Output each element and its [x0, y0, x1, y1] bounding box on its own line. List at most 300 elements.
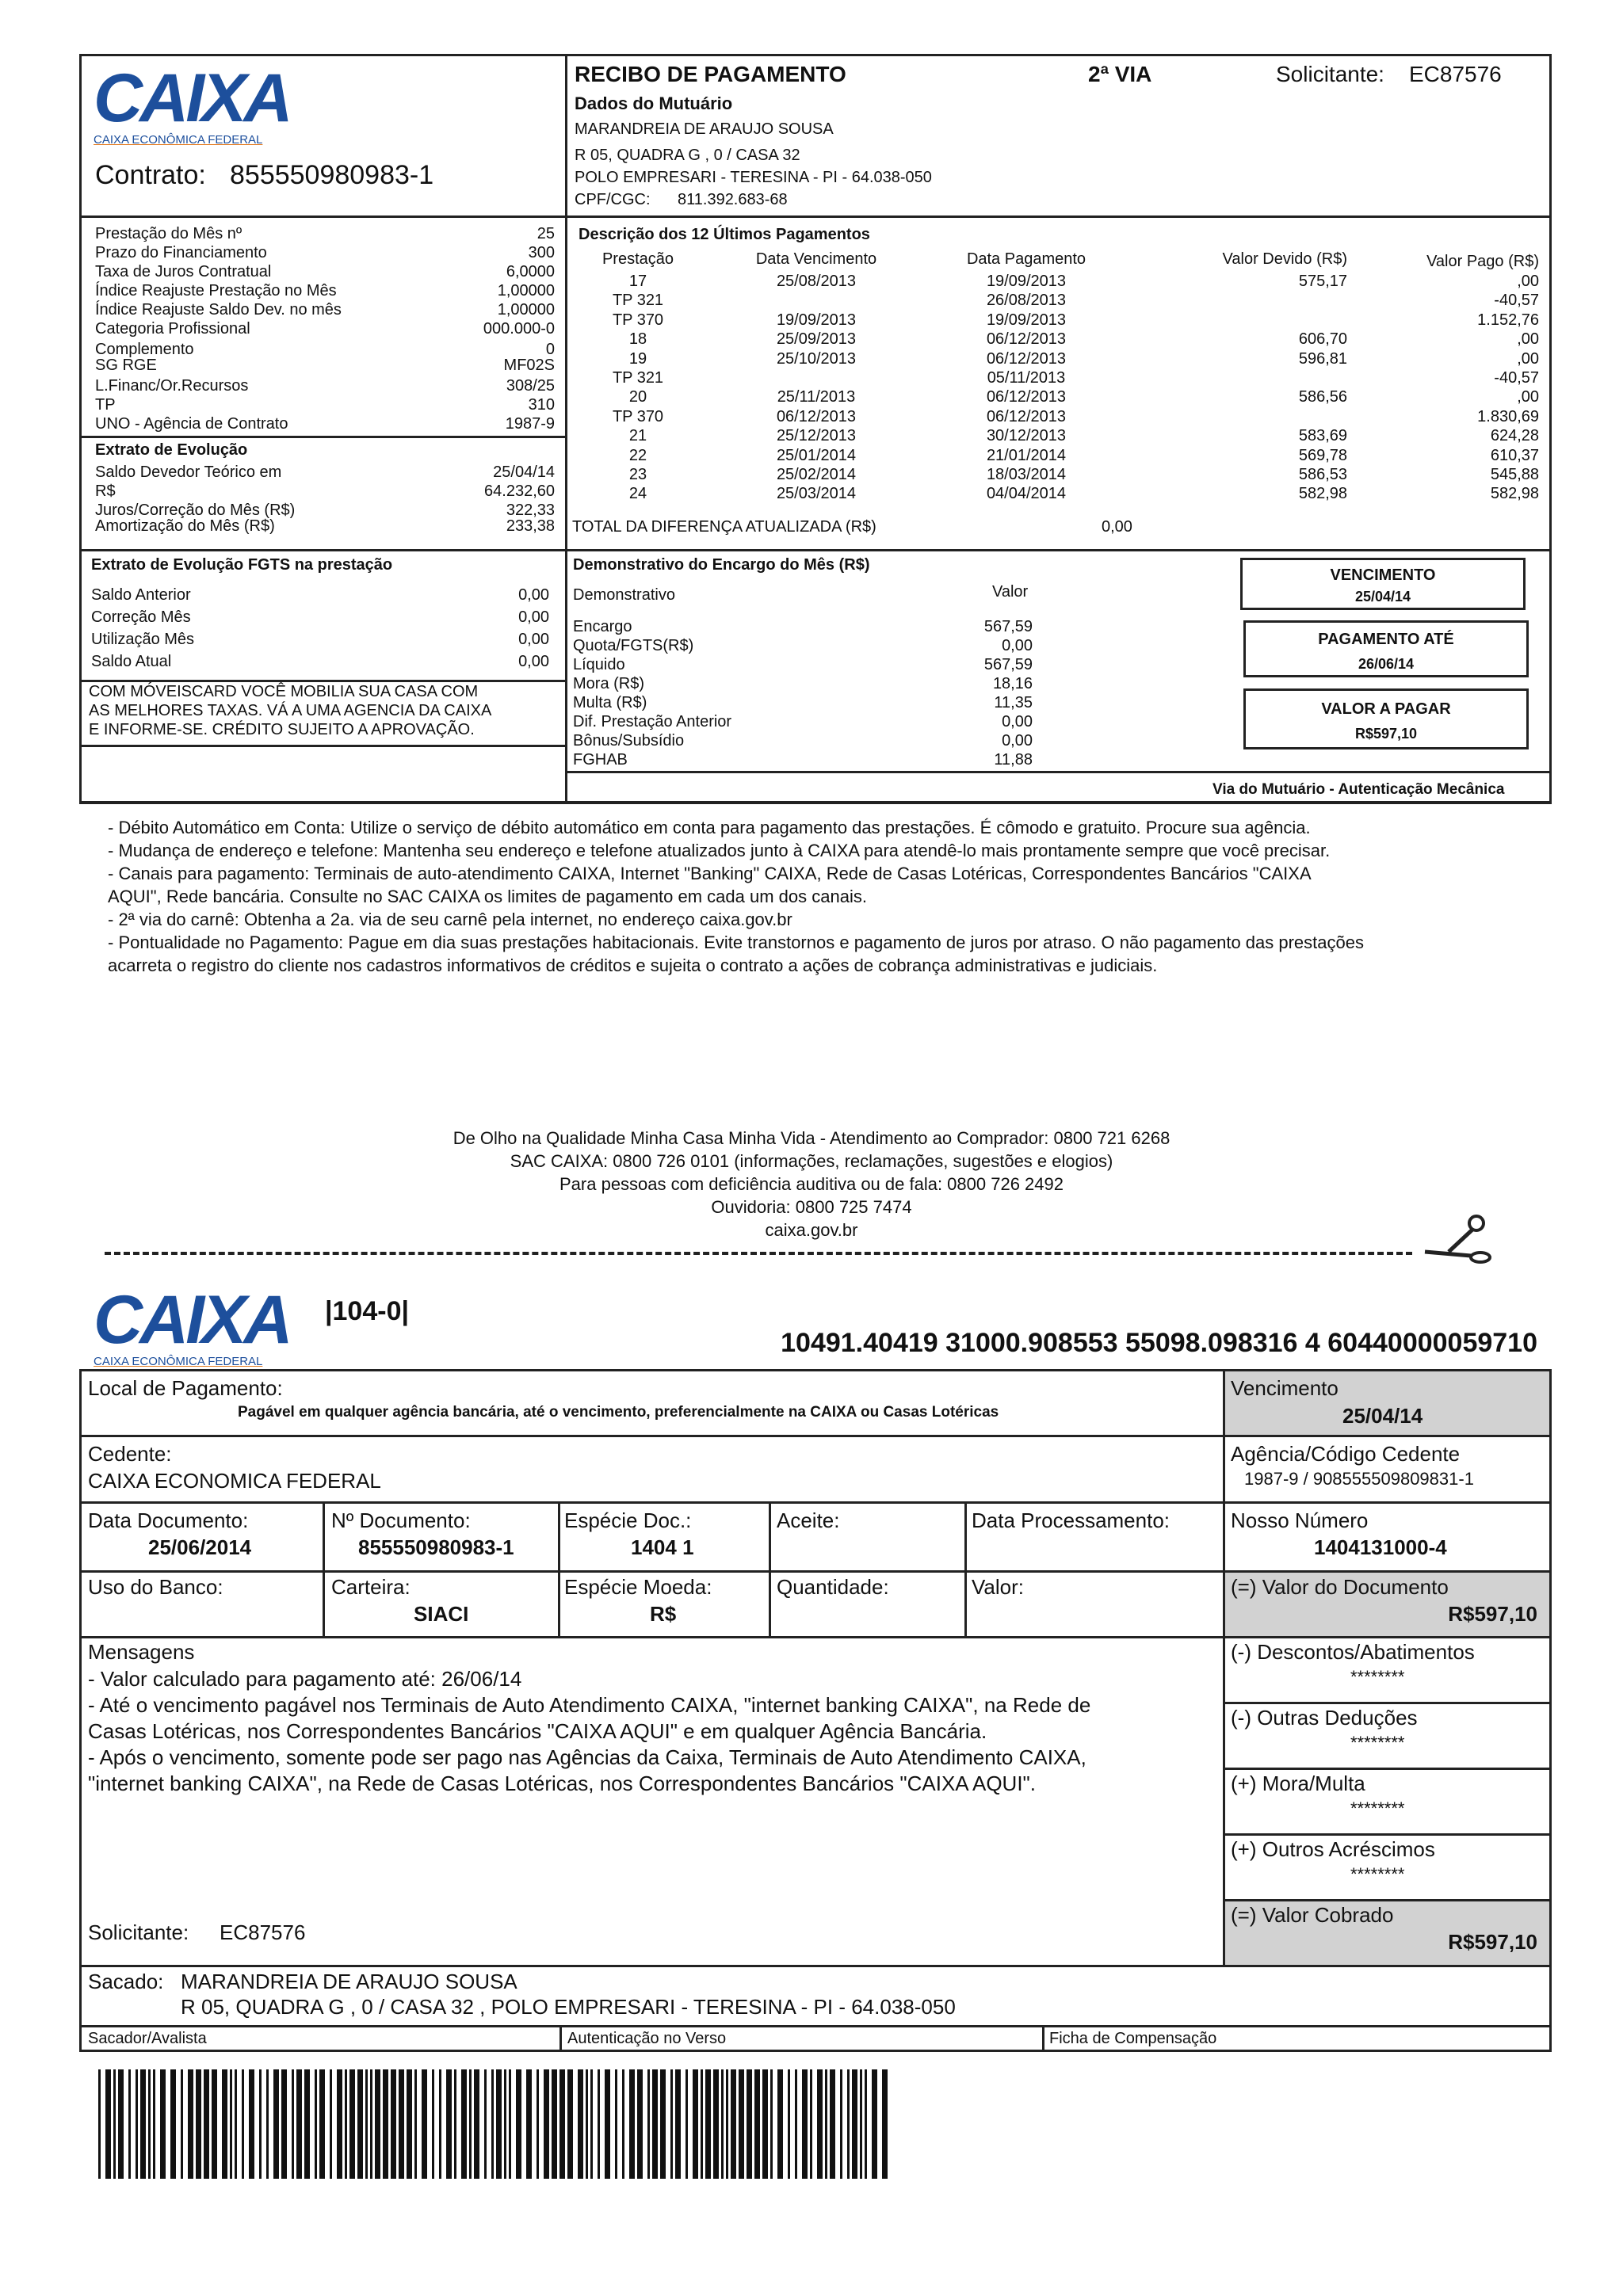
barcode-bar	[461, 2069, 467, 2179]
barcode-bar	[337, 2069, 342, 2179]
info-value: 1,00000	[497, 282, 555, 299]
sacador-label: Sacador/Avalista	[88, 2030, 207, 2047]
barcode-bar	[484, 2069, 487, 2179]
payment-cell: 22	[628, 446, 647, 464]
encargo-value: 0,00	[1002, 732, 1033, 749]
fgts-value: 0,00	[518, 608, 549, 626]
info-label: UNO - Agência de Contrato	[95, 415, 288, 433]
mensagem-line: Casas Lotéricas, nos Correspondentes Bancários "CAIXA AQUI" e em qualquer Agência Bancária.	[88, 1719, 987, 1743]
mutuario-address-1: R 05, QUADRA G , 0 / CASA 32	[575, 147, 800, 164]
contact-line: Para pessoas com deficiência auditiva ou de fala: 0800 726 2492	[559, 1174, 1064, 1194]
barcode-bar	[357, 2069, 363, 2179]
cpf-value: 811.392.683-68	[678, 191, 788, 208]
payment-cell: 04/04/2014	[986, 485, 1067, 503]
payment-cell: 23	[628, 466, 647, 483]
payment-cell: 26/08/2013	[986, 292, 1067, 310]
payment-cell: -40,57	[1494, 369, 1539, 387]
barcode-bar	[370, 2069, 372, 2179]
sacado-label: Sacado:	[88, 1970, 164, 1993]
payment-cell: 586,56	[1298, 388, 1347, 406]
info-value: 300	[528, 244, 555, 261]
divider	[1223, 1702, 1552, 1704]
pagamento-value: 26/06/14	[1358, 656, 1415, 672]
payments-title: Descrição dos 12 Últimos Pagamentos	[579, 226, 870, 243]
info-value: MF02S	[503, 357, 555, 374]
payments-table	[571, 250, 1541, 512]
payment-cell: 1.830,69	[1477, 407, 1539, 425]
valor-pagar-box	[1243, 688, 1529, 749]
info-value: 1,00000	[497, 301, 555, 318]
notice-line: AQUI", Rede bancária. Consulte no SAC CAIXA os limites de pagamento em cada um dos canais.	[108, 887, 867, 906]
barcode-bar	[474, 2069, 479, 2179]
info-label: Complemento	[95, 341, 194, 358]
barcode-bar	[375, 2069, 380, 2179]
barcode-bar	[345, 2069, 347, 2179]
payment-cell: 06/12/2013	[986, 407, 1067, 425]
barcode-bar	[105, 2069, 111, 2179]
extrato-value: 233,38	[506, 517, 555, 535]
fgts-value: 0,00	[518, 586, 549, 604]
barcode-bar	[292, 2069, 294, 2179]
payment-cell: TP 321	[612, 369, 664, 387]
encargo-col-value: Valor	[992, 583, 1029, 601]
payment-cell: 582,98	[1490, 485, 1539, 503]
barcode-bar	[675, 2069, 681, 2179]
payment-cell: 610,37	[1490, 446, 1539, 464]
barcode-bar	[590, 2069, 593, 2179]
barcode-bar	[754, 2069, 760, 2179]
barcode-bar	[598, 2069, 600, 2179]
data-doc-value: 25/06/2014	[148, 1535, 252, 1559]
divider	[1042, 2025, 1044, 2052]
barcode-bar	[721, 2069, 724, 2179]
extrato-label: Saldo Devedor Teórico em	[95, 463, 282, 481]
payment-cell: 19/09/2013	[986, 273, 1067, 290]
extrato-value: 322,33	[506, 502, 555, 519]
scissors-icon	[1417, 1212, 1496, 1268]
barcode-bar	[713, 2069, 719, 2179]
mutuario-name: MARANDREIA DE ARAUJO SOUSA	[575, 120, 834, 138]
barcode-bar	[652, 2069, 658, 2179]
barcode-bar	[762, 2069, 768, 2179]
divider	[79, 1636, 1552, 1638]
info-value: 308/25	[506, 377, 555, 395]
divider	[79, 680, 565, 682]
barcode-bar	[128, 2069, 131, 2179]
valor-doc-label: (=) Valor do Documento	[1231, 1575, 1449, 1599]
barcode-bar	[731, 2069, 736, 2179]
mutuario-address-2: POLO EMPRESARI - TERESINA - PI - 64.038-050	[575, 169, 932, 186]
divider	[1223, 1899, 1552, 1901]
barcode-bar	[407, 2069, 412, 2179]
cpf-label: CPF/CGC:	[575, 191, 651, 208]
encargo-value: 11,88	[994, 751, 1033, 769]
bank-code: |104-0|	[325, 1296, 409, 1326]
barcode-bar	[153, 2069, 155, 2179]
barcode-bar	[670, 2069, 673, 2179]
barcode-bar	[249, 2069, 254, 2179]
divider	[769, 1501, 771, 1636]
barcode-bar	[629, 2069, 635, 2179]
num-doc-label: Nº Documento:	[331, 1508, 471, 1532]
vencimento-box	[1240, 558, 1526, 610]
divider	[79, 802, 1552, 803]
divider	[558, 1501, 560, 1636]
payment-cell: 30/12/2013	[986, 427, 1067, 445]
encargo-label: Multa (R$)	[573, 694, 647, 711]
barcode-bar	[230, 2069, 232, 2179]
info-label: Prazo do Financiamento	[95, 244, 267, 261]
divider	[323, 1501, 325, 1636]
payment-cell: ,00	[1517, 330, 1539, 349]
solicitante-value: EC87576	[220, 1920, 306, 1944]
acrescimos-value: ********	[1350, 1864, 1405, 1884]
info-label: Índice Reajuste Prestação no Mês	[95, 282, 337, 299]
barcode-bar	[777, 2069, 783, 2179]
barcode-bar	[825, 2069, 827, 2179]
payment-cell: 19/09/2013	[986, 311, 1067, 329]
barcode-bar	[802, 2069, 808, 2179]
extrato-value: 64.232,60	[484, 482, 555, 500]
payment-cell: ,00	[1517, 388, 1539, 406]
vencimento-value: 25/04/14	[1342, 1404, 1423, 1428]
descontos-value: ********	[1350, 1667, 1405, 1687]
barcode-bar	[526, 2069, 532, 2179]
caixa-logo: CAIXA CAIXA ECONÔMICA FEDERAL	[94, 1282, 290, 1368]
divider	[565, 771, 1552, 773]
payment-cell: 06/12/2013	[986, 388, 1067, 406]
payment-cell: 575,17	[1298, 273, 1347, 290]
barcode-bar	[330, 2069, 332, 2179]
valor-pagar-label: VALOR A PAGAR	[1321, 700, 1451, 718]
contrato-value: 855550980983-1	[230, 160, 434, 190]
payment-cell: 596,81	[1298, 349, 1347, 368]
payment-cell: 25/09/2013	[776, 330, 857, 349]
extrato-label: R$	[95, 482, 116, 500]
vencimento-label: Vencimento	[1231, 1376, 1338, 1400]
payment-cell: ,00	[1517, 273, 1539, 290]
carteira-label: Carteira:	[331, 1575, 411, 1599]
payment-cell: 545,88	[1490, 466, 1539, 483]
barcode-bar	[266, 2069, 269, 2179]
barcode-bar	[446, 2069, 452, 2179]
barcode-bar	[222, 2069, 227, 2179]
mora-label: (+) Mora/Multa	[1231, 1772, 1365, 1795]
valor-doc-value: R$597,10	[1448, 1602, 1537, 1626]
total-label: TOTAL DA DIFERENÇA ATUALIZADA (R$)	[572, 518, 876, 536]
barcode-bar	[660, 2069, 666, 2179]
encargo-label: Dif. Prestação Anterior	[573, 713, 732, 730]
acrescimos-label: (+) Outros Acréscimos	[1231, 1837, 1435, 1861]
payment-cell: 06/12/2013	[776, 407, 857, 425]
col-header: Data Vencimento	[755, 250, 877, 268]
info-label: Taxa de Juros Contratual	[95, 263, 272, 280]
carteira-value: SIACI	[414, 1602, 469, 1626]
payment-cell: 25/08/2013	[776, 273, 857, 290]
payment-cell: 25/01/2014	[776, 446, 857, 464]
nosso-num-value: 1404131000-4	[1314, 1535, 1447, 1559]
sacado-name: MARANDREIA DE ARAUJO SOUSA	[181, 1970, 517, 1993]
extrato-label: Amortização do Mês (R$)	[95, 517, 275, 535]
solicitante-label: Solicitante:	[88, 1920, 189, 1944]
col-header: Data Pagamento	[966, 250, 1086, 268]
col-header: Prestação	[601, 250, 674, 268]
payment-cell: 1.152,76	[1477, 311, 1539, 329]
barcode-bar	[196, 2069, 201, 2179]
contact-line: SAC CAIXA: 0800 726 0101 (informações, reclamações, sugestões e elogios)	[510, 1151, 1113, 1171]
divider	[79, 436, 565, 438]
cut-line	[105, 1252, 1412, 1255]
barcode-bar	[160, 2069, 166, 2179]
pagamento-box	[1243, 620, 1529, 677]
outras-deducoes-label: (-) Outras Deduções	[1231, 1706, 1418, 1730]
mensagens-label: Mensagens	[88, 1640, 195, 1664]
aceite-label: Aceite:	[777, 1508, 840, 1532]
fgts-label: Saldo Anterior	[91, 586, 191, 604]
payment-cell: 624,28	[1490, 427, 1539, 445]
info-label: L.Financ/Or.Recursos	[95, 377, 249, 395]
barcode-bar	[726, 2069, 728, 2179]
barcode-bar	[622, 2069, 624, 2179]
agencia-value: 1987-9 / 908555509809831-1	[1244, 1469, 1474, 1489]
barcode-bar	[259, 2069, 262, 2179]
divider	[79, 549, 1552, 551]
barcode-bar	[637, 2069, 643, 2179]
agencia-label: Agência/Código Cedente	[1231, 1442, 1461, 1466]
especie-doc-value: 1404 1	[631, 1535, 694, 1559]
nosso-num-label: Nosso Número	[1231, 1508, 1369, 1532]
barcode-bar	[586, 2069, 588, 2179]
divider	[79, 2025, 1552, 2027]
encargo-value: 567,59	[983, 618, 1033, 635]
barcode-bar	[469, 2069, 472, 2179]
barcode-bar	[872, 2069, 877, 2179]
barcode-bar	[140, 2069, 146, 2179]
barcode-bar	[136, 2069, 138, 2179]
barcode-bar	[552, 2069, 557, 2179]
fgts-value: 0,00	[518, 631, 549, 648]
payment-cell: ,00	[1517, 349, 1539, 368]
barcode-bar	[439, 2069, 441, 2179]
especie-moeda-label: Espécie Moeda:	[564, 1575, 712, 1599]
divider	[565, 54, 567, 803]
payment-cell: 569,78	[1298, 446, 1347, 464]
fgts-label: Saldo Atual	[91, 653, 172, 670]
barcode-bar	[422, 2069, 427, 2179]
divider	[79, 745, 565, 747]
sacado-address: R 05, QUADRA G , 0 / CASA 32 , POLO EMPRESARI - TERESINA - PI - 64.038-050	[181, 1995, 956, 2019]
data-proc-label: Data Processamento:	[972, 1508, 1170, 1532]
barcode-bar	[852, 2069, 857, 2179]
mensagem-line: "internet banking CAIXA", na Rede de Casas Lotéricas, nos Correspondentes Bancários "CAIXA AQUI".	[88, 1772, 1036, 1795]
barcode-bar	[860, 2069, 862, 2179]
encargo-label: Encargo	[573, 618, 632, 635]
info-label: SG RGE	[95, 357, 157, 374]
divider	[964, 1501, 967, 1636]
num-doc-value: 855550980983-1	[358, 1535, 514, 1559]
divider	[1223, 1833, 1552, 1836]
payment-cell: TP 321	[612, 292, 664, 310]
col-header: Valor Devido (R$)	[1222, 250, 1347, 268]
payment-cell: 21	[628, 427, 647, 445]
barcode-bar	[788, 2069, 790, 2179]
barcode-bar	[281, 2069, 287, 2179]
divider	[79, 1501, 1552, 1504]
info-value: 0	[545, 341, 555, 358]
payment-cell: 25/11/2013	[777, 388, 856, 406]
divider	[1223, 1768, 1552, 1770]
barcode-bar	[432, 2069, 434, 2179]
barcode-bar	[578, 2069, 583, 2179]
barcode-bar	[204, 2069, 209, 2179]
barcode-bar	[830, 2069, 835, 2179]
notice-line: - Pontualidade no Pagamento: Pague em dia suas prestações habitacionais. Evite transtornos e pagamento de juros por atraso. O não pagamento das prestações	[108, 933, 1364, 952]
payment-cell: 06/12/2013	[986, 330, 1067, 349]
barcode-bar	[304, 2069, 310, 2179]
extrato-value: 25/04/14	[493, 463, 555, 481]
payment-cell: 24	[628, 485, 647, 503]
promo-line: COM MÓVEISCARD VOCÊ MOBILIA SUA CASA COM	[89, 683, 479, 700]
info-value: 000.000-0	[483, 320, 555, 338]
contact-line: Ouvidoria: 0800 725 7474	[711, 1197, 912, 1217]
cedente-label: Cedente:	[88, 1442, 172, 1466]
extrato-label: Juros/Correção do Mês (R$)	[95, 502, 296, 519]
barcode-bar	[118, 2069, 124, 2179]
barcode-bar	[559, 2069, 565, 2179]
divider	[79, 215, 1552, 218]
contrato-label: Contrato:	[95, 160, 206, 190]
encargo-value: 18,16	[992, 675, 1033, 692]
encargo-label: Líquido	[573, 656, 625, 673]
valor-label: Valor:	[972, 1575, 1024, 1599]
autenticacao-label: Autenticação no Verso	[567, 2030, 727, 2047]
especie-doc-label: Espécie Doc.:	[564, 1508, 692, 1532]
barcode-bar	[113, 2069, 116, 2179]
encargo-value: 11,35	[994, 694, 1033, 711]
barcode-bar	[537, 2069, 539, 2179]
promo-line: E INFORME-SE. CRÉDITO SUJEITO A APROVAÇÃO.	[89, 721, 475, 738]
barcode-bar	[567, 2069, 573, 2179]
barcode-bar	[491, 2069, 494, 2179]
barcode-bar	[615, 2069, 617, 2179]
payment-cell: 19	[628, 349, 647, 368]
ficha-label: Ficha de Compensação	[1049, 2030, 1217, 2047]
payment-cell: 25/10/2013	[776, 349, 857, 368]
payment-cell: 25/02/2014	[776, 466, 857, 483]
linha-digitavel: 10491.40419 31000.908553 55098.098316 4 60440000059710	[781, 1328, 1537, 1358]
local-label: Local de Pagamento:	[88, 1376, 283, 1400]
barcode-bar	[605, 2069, 610, 2179]
info-value: 1987-9	[505, 415, 555, 433]
info-value: 310	[528, 396, 555, 414]
promo-line: AS MELHORES TAXAS. VÁ A UMA AGENCIA DA CAIXA	[89, 702, 492, 719]
especie-moeda-value: R$	[650, 1602, 677, 1626]
barcode-bar	[705, 2069, 711, 2179]
encargo-value: 0,00	[1002, 713, 1033, 730]
info-value: 6,0000	[506, 263, 555, 280]
info-label: Categoria Profissional	[95, 320, 250, 338]
payment-cell: 582,98	[1298, 485, 1347, 503]
divider	[1223, 1369, 1225, 1965]
barcode-bar	[504, 2069, 506, 2179]
payment-cell: 05/11/2013	[987, 369, 1066, 387]
barcode-bar	[882, 2069, 888, 2179]
fgts-label: Correção Mês	[91, 608, 191, 626]
barcode-bar	[509, 2069, 511, 2179]
total-value: 0,00	[1102, 518, 1132, 536]
caixa-logo: CAIXA CAIXA ECONÔMICA FEDERAL	[94, 60, 290, 147]
payment-cell: -40,57	[1494, 292, 1539, 310]
barcode-bar	[319, 2069, 325, 2179]
barcode-bar	[315, 2069, 317, 2179]
notice-line: - Canais para pagamento: Terminais de auto-atendimento CAIXA, Internet "Banking" CAIXA, Rede de Casas Lotéricas, Correspondentes Bancários "CAIXA	[108, 864, 1312, 883]
payment-cell: 25/03/2014	[776, 485, 857, 503]
barcode-bar	[399, 2069, 404, 2179]
barcode-bar	[810, 2069, 812, 2179]
barcode-bar	[414, 2069, 417, 2179]
payment-cell: TP 370	[612, 407, 664, 425]
payment-cell: TP 370	[612, 311, 664, 329]
payment-cell: 606,70	[1298, 330, 1347, 349]
barcode-bar	[770, 2069, 773, 2179]
barcode-bar	[188, 2069, 193, 2179]
via-label: 2ª VIA	[1088, 62, 1152, 86]
barcode-bar	[817, 2069, 823, 2179]
solicitante-value: EC87576	[1409, 62, 1502, 86]
receipt-title: RECIBO DE PAGAMENTO	[575, 62, 846, 86]
local-value: Pagável em qualquer agência bancária, até o vencimento, preferencialmente na CAIXA ou Casas Lotéricas	[238, 1404, 999, 1421]
barcode	[98, 2069, 891, 2180]
mensagem-line: - Valor calculado para pagamento até: 26/06/14	[88, 1667, 522, 1691]
info-value: 25	[537, 225, 555, 242]
barcode-bar	[795, 2069, 797, 2179]
barcode-bar	[235, 2069, 237, 2179]
col-header: Valor Pago (R$)	[1426, 253, 1539, 270]
barcode-bar	[273, 2069, 279, 2179]
notice-line: - Débito Automático em Conta: Utilize o serviço de débito automático em conta para pagamento das prestações. É cômodo e gratuito. Procure sua agência.	[108, 818, 1311, 837]
info-label: Índice Reajuste Saldo Dev. no mês	[95, 301, 342, 318]
notice-line: acarreta o registro do cliente nos cadastros informativos de créditos e sujeita o contrato a ações de cobrança administrativas e judiciais.	[108, 955, 1158, 975]
fgts-title: Extrato de Evolução FGTS na prestação	[91, 556, 393, 574]
quantidade-label: Quantidade:	[777, 1575, 889, 1599]
pagamento-label: PAGAMENTO ATÉ	[1318, 631, 1454, 648]
barcode-bar	[296, 2069, 302, 2179]
barcode-bar	[242, 2069, 244, 2179]
info-label: Prestação do Mês nº	[95, 225, 242, 242]
mensagem-line: - Após o vencimento, somente pode ser pago nas Agências da Caixa, Terminais de Auto Atendimento CAIXA,	[88, 1745, 1086, 1769]
payment-cell: 25/12/2013	[776, 427, 857, 445]
barcode-bar	[693, 2069, 698, 2179]
payment-cell: 583,69	[1298, 427, 1347, 445]
encargo-label: Bônus/Subsídio	[573, 732, 685, 749]
barcode-bar	[739, 2069, 744, 2179]
vencimento-value: 25/04/14	[1354, 589, 1411, 605]
divider	[559, 2025, 562, 2052]
encargo-title: Demonstrativo do Encargo do Mês (R$)	[573, 556, 870, 574]
fgts-value: 0,00	[518, 653, 549, 670]
notice-line: - 2ª via do carnê: Obtenha a 2a. via de seu carnê pela internet, no endereço caixa.gov.br	[108, 910, 792, 929]
barcode-bar	[454, 2069, 456, 2179]
payment-cell: 18	[628, 330, 647, 349]
barcode-bar	[847, 2069, 850, 2179]
payment-cell: 586,53	[1298, 466, 1347, 483]
divider	[79, 1570, 1552, 1573]
barcode-bar	[865, 2069, 867, 2179]
data-doc-label: Data Documento:	[88, 1508, 249, 1532]
barcode-bar	[365, 2069, 368, 2179]
payment-cell: 18/03/2014	[986, 466, 1067, 483]
divider	[79, 1435, 1552, 1437]
